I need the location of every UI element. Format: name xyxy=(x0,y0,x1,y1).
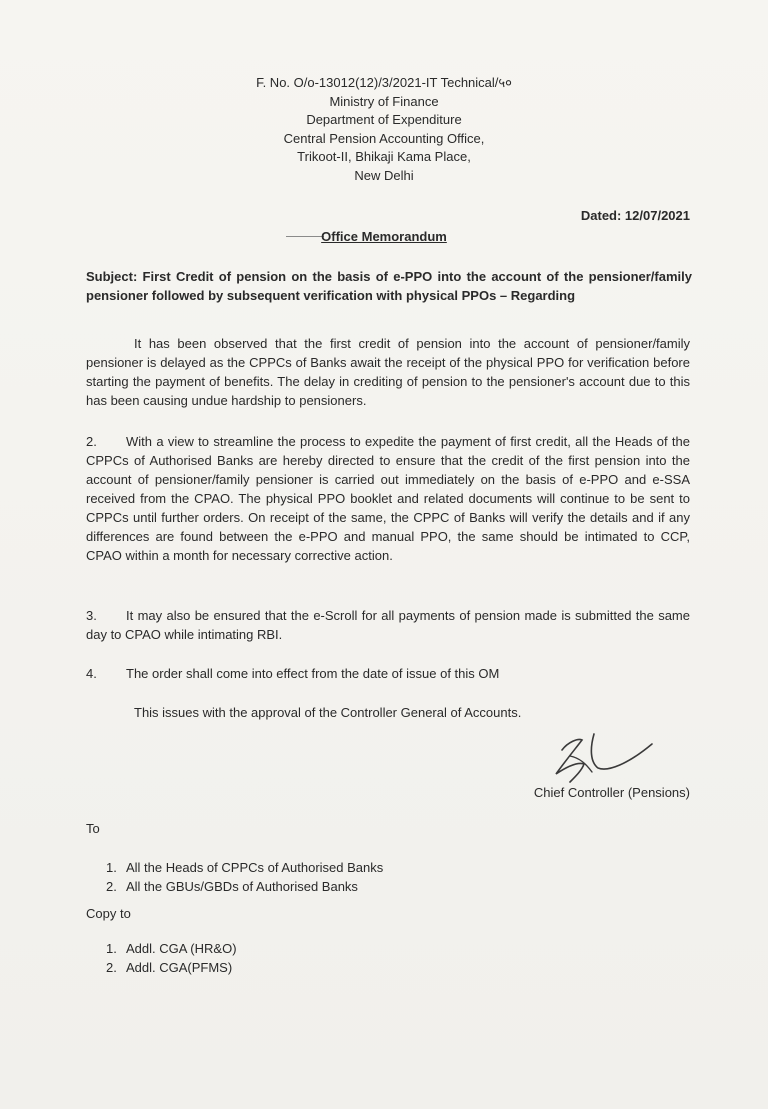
list-item xyxy=(106,877,383,896)
signatory-designation: Chief Controller (Pensions) xyxy=(533,785,690,800)
subject-line: Subject: First Credit of pension on the basis of e-PPO into the account of the pensioner/family pensioner followed by subsequent verification with physical PPOs – Regarding xyxy=(86,269,692,303)
department-name: Department of Expenditure xyxy=(306,112,462,127)
memo-title: Office Memorandum xyxy=(321,229,447,244)
list-number: 2. xyxy=(106,960,117,975)
paragraph-text: With a view to streamline the process to expedite the payment of first credit, all the Heads of the CPPCs of Authorised Banks are hereby directed to ensure that the credit of the first pension into the account of pensioner/family pensioner is carried out immediately on the basis of e-PPO and e-SSA received from the CPAO. The physical PPO booklet and related documents will continue to be sent to CPPCs until further orders. On receipt of the same, the CPPC of Banks will verify the details and if any differences are found between the e-PPO and manual PPO, the same should be intimated to CCP, CPAO within a month for necessary corrective action. xyxy=(86,434,690,563)
paragraph-number: 2. xyxy=(86,434,97,449)
address-line-2: New Delhi xyxy=(354,167,414,183)
list-number: 2. xyxy=(106,879,117,894)
paragraph-2 xyxy=(86,432,690,565)
office-name: Central Pension Accounting Office, xyxy=(283,130,485,146)
list-text: All the Heads of CPPCs of Authorised Banks xyxy=(126,860,384,875)
list-number: 1. xyxy=(106,860,117,875)
list-text: Addl. CGA(PFMS) xyxy=(126,960,233,975)
paragraph-number: 3. xyxy=(86,608,97,623)
list-text: Addl. CGA (HR&O) xyxy=(126,941,237,956)
address-line-1: Trikoot-II, Bhikaji Kama Place, xyxy=(297,149,471,164)
paragraph-text: It may also be ensured that the e-Scroll for all payments of pension made is submitted the same day to CPAO while intimating RBI. xyxy=(86,608,690,642)
paragraph-number: 4. xyxy=(86,666,97,681)
list-item xyxy=(106,939,237,958)
ministry-name: Ministry of Finance xyxy=(329,93,439,109)
list-number: 1. xyxy=(106,941,117,956)
list-text: All the GBUs/GBDs of Authorised Banks xyxy=(126,879,358,894)
date-line: Dated: 12/07/2021 xyxy=(580,208,690,223)
approval-note: This issues with the approval of the Controller General of Accounts. xyxy=(134,705,522,720)
copy-list xyxy=(106,939,237,977)
paragraph-4 xyxy=(86,664,690,683)
recipient-list xyxy=(106,858,383,896)
file-number: F. No. O/o-13012(12)/3/2021-IT Technical/५० xyxy=(256,75,512,90)
copy-to-label: Copy to xyxy=(86,906,131,921)
paragraph-text: It has been observed that the first credit of pension into the account of pensioner/family pensioner is delayed as the CPPCs of Banks await the receipt of the physical PPO for verification before starting the payment of benefits. The delay in crediting of pension to the pensioner's account due to this has been causing undue hardship to pensioners. xyxy=(86,336,690,408)
signature-icon xyxy=(548,728,658,788)
list-item xyxy=(106,858,383,877)
paragraph-3 xyxy=(86,606,690,644)
paragraph-1 xyxy=(86,334,690,410)
letterhead xyxy=(0,74,768,185)
to-label: To xyxy=(86,821,100,836)
paragraph-text: The order shall come into effect from the date of issue of this OM xyxy=(126,666,500,681)
list-item xyxy=(106,958,237,977)
